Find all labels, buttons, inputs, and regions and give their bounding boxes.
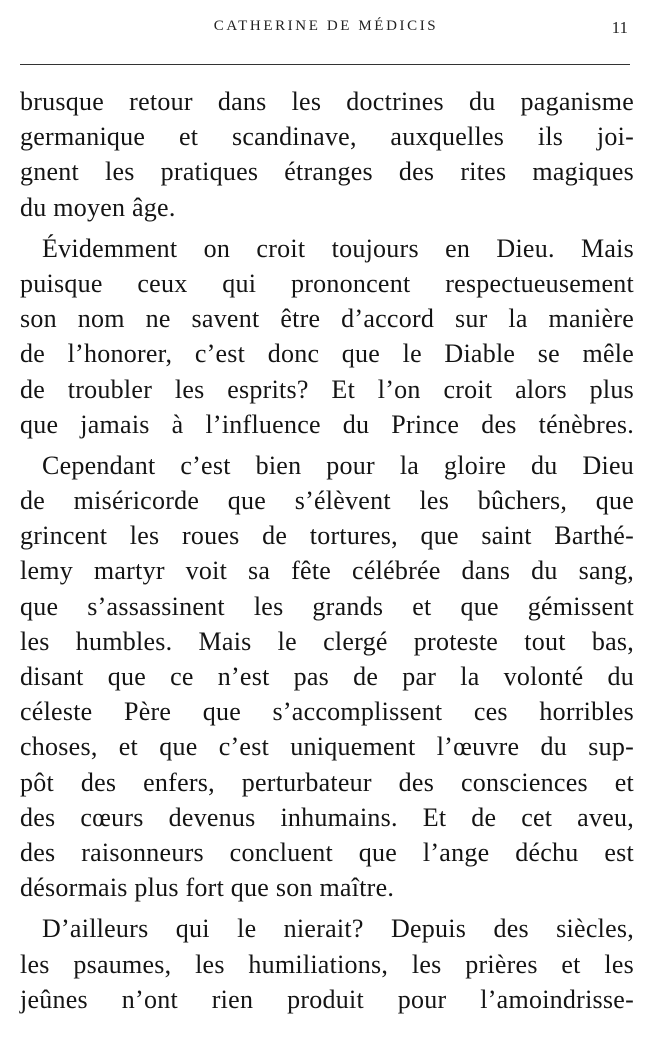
text-line: que jamais à l’influence du Prince des ténèbres. xyxy=(20,409,634,439)
text-line: les psaumes, les humiliations, les prières et les xyxy=(20,949,634,979)
paragraph-4 xyxy=(20,911,634,1017)
text-line: les humbles. Mais le clergé proteste tout bas, xyxy=(20,626,634,656)
text-line: lemy martyr voit sa fête célébrée dans du sang, xyxy=(20,556,634,586)
text-line: des cœurs devenus inhumains. Et de cet aveu, xyxy=(20,802,634,832)
text-line: de l’honorer, c’est donc que le Diable se mêle xyxy=(20,339,634,369)
page-number: 11 xyxy=(611,18,628,37)
text-line: Cependant c’est bien pour la gloire du Dieu xyxy=(42,450,634,480)
text-line: grincent les roues de tortures, que saint Barthé- xyxy=(20,521,634,551)
text-line: de troubler les esprits? Et l’on croit alors plus xyxy=(20,374,634,404)
text-line: de miséricorde que s’élèvent les bûchers, que xyxy=(20,486,634,516)
paragraph-3 xyxy=(20,448,634,905)
text-line: son nom ne savent être d’accord sur la manière xyxy=(20,304,634,334)
text-line: D’ailleurs qui le nierait? Depuis des siècles, xyxy=(42,914,634,944)
body-text xyxy=(20,84,634,1017)
text-line: gnent les pratiques étranges des rites magiques xyxy=(20,157,634,187)
text-line: Évidemment on croit toujours en Dieu. Mais xyxy=(42,233,634,263)
text-line: désormais plus fort que son maître. xyxy=(20,873,395,903)
text-line: jeûnes n’ont rien produit pour l’amoindrisse- xyxy=(20,984,634,1014)
text-line: choses, et que c’est uniquement l’œuvre du sup- xyxy=(20,732,634,762)
text-line: disant que ce n’est pas de par la volonté du xyxy=(20,662,634,691)
text-line: germanique et scandinave, auxquelles ils joi- xyxy=(20,122,634,152)
running-title: CATHERINE DE MÉDICIS xyxy=(213,18,439,34)
text-line: que s’assassinent les grands et que gémissent xyxy=(20,591,634,621)
text-line: brusque retour dans les doctrines du paganisme xyxy=(20,87,634,116)
paragraph-2 xyxy=(20,231,634,442)
text-line: du moyen âge. xyxy=(20,192,176,222)
header-rule xyxy=(20,64,630,65)
paragraph-1 xyxy=(20,84,634,225)
text-line: des raisonneurs concluent que l’ange déchu est xyxy=(20,837,634,867)
text-line: pôt des enfers, perturbateur des consciences et xyxy=(20,767,634,797)
text-line: puisque ceux qui prononcent respectueusement xyxy=(20,268,634,298)
page-header xyxy=(20,14,632,54)
text-line: céleste Père que s’accomplissent ces horribles xyxy=(20,697,634,727)
